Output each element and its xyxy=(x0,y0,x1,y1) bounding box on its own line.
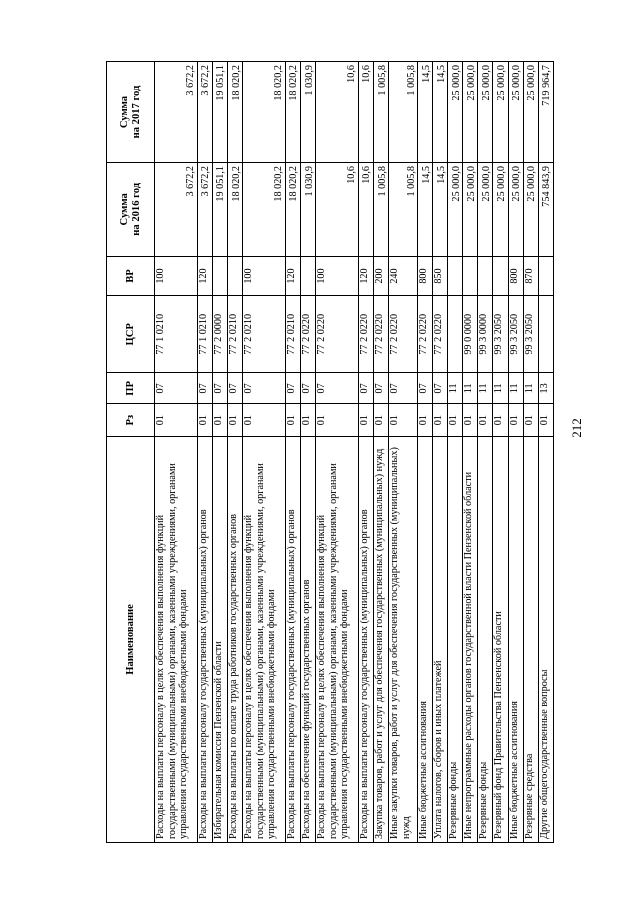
cell-sum2017: 18 020,2 xyxy=(243,62,286,163)
cell-rz: 01 xyxy=(301,404,316,436)
cell-sum2016: 1 005,8 xyxy=(374,162,389,256)
cell-sum2017: 719 964,7 xyxy=(538,62,553,163)
cell-sum2017: 25 000,0 xyxy=(463,62,478,163)
cell-rz: 01 xyxy=(374,404,389,436)
cell-vr xyxy=(493,256,508,296)
cell-sum2017: 14,5 xyxy=(418,62,433,163)
cell-sum2016: 14,5 xyxy=(433,162,448,256)
header-sum-2017-line1: Сумма xyxy=(118,95,130,129)
cell-vr: 100 xyxy=(316,256,359,296)
cell-sum2016: 25 000,0 xyxy=(523,162,538,256)
cell-name: Расходы на выплаты персоналу государственных (муниципальных) органов xyxy=(285,436,300,842)
cell-name: Расходы на выплаты персоналу в целях обеспечения выполнения функций государственными (муниципальными) органами, казенными учреждениями, органами управления государственными внебюджетными фондами xyxy=(316,436,359,842)
table-row xyxy=(523,62,538,843)
rotated-table-container xyxy=(106,61,554,843)
cell-name: Иные бюджетные ассигнования xyxy=(508,436,523,842)
table-row xyxy=(418,62,433,843)
table-row xyxy=(508,62,523,843)
table-row xyxy=(463,62,478,843)
cell-vr: 240 xyxy=(389,256,418,296)
cell-rz: 01 xyxy=(523,404,538,436)
page-number: 212 xyxy=(568,418,584,438)
cell-rz: 01 xyxy=(538,404,553,436)
cell-pr: 07 xyxy=(228,373,243,404)
cell-name: Резервные средства xyxy=(523,436,538,842)
cell-vr: 850 xyxy=(433,256,448,296)
cell-csr: 77 2 0220 xyxy=(418,296,433,373)
cell-sum2017: 18 020,2 xyxy=(285,62,300,163)
cell-sum2017: 3 672,2 xyxy=(155,62,198,163)
table-row xyxy=(448,62,463,843)
cell-vr: 870 xyxy=(523,256,538,296)
cell-csr: 77 2 0210 xyxy=(285,296,300,373)
table-row xyxy=(374,62,389,843)
cell-vr: 800 xyxy=(508,256,523,296)
cell-sum2017: 19 051,1 xyxy=(212,62,227,163)
header-pr: ПР xyxy=(107,373,155,404)
cell-csr: 99 3 0000 xyxy=(478,296,493,373)
header-vr: ВР xyxy=(107,256,155,296)
cell-sum2016: 25 000,0 xyxy=(508,162,523,256)
cell-sum2017: 1 005,8 xyxy=(389,62,418,163)
table-row xyxy=(197,62,212,843)
cell-rz: 01 xyxy=(212,404,227,436)
cell-name: Расходы на выплаты персоналу государственных (муниципальных) органов xyxy=(358,436,373,842)
cell-name: Резервные фонды xyxy=(448,436,463,842)
cell-name: Расходы на выплаты персоналу в целях обеспечения выполнения функций государственными (муниципальными) органами, казенными учреждениями, органами управления государственными внебюджетными фондами xyxy=(243,436,286,842)
cell-vr: 800 xyxy=(418,256,433,296)
cell-sum2016: 1 030,9 xyxy=(301,162,316,256)
cell-csr: 77 2 0220 xyxy=(389,296,418,373)
cell-pr: 11 xyxy=(463,373,478,404)
cell-name: Иные бюджетные ассигнования xyxy=(418,436,433,842)
cell-sum2017: 10,6 xyxy=(358,62,373,163)
cell-sum2016: 1 005,8 xyxy=(389,162,418,256)
cell-csr: 99 3 2050 xyxy=(523,296,538,373)
cell-rz: 01 xyxy=(433,404,448,436)
cell-sum2016: 25 000,0 xyxy=(448,162,463,256)
cell-sum2017: 25 000,0 xyxy=(493,62,508,163)
cell-name: Иные закупки товаров, работ и услуг для обеспечения государственных (муниципальных) нужд xyxy=(389,436,418,842)
cell-vr xyxy=(301,256,316,296)
cell-vr: 120 xyxy=(197,256,212,296)
cell-csr: 77 2 0210 xyxy=(243,296,286,373)
table-row xyxy=(301,62,316,843)
cell-csr: 77 2 0220 xyxy=(358,296,373,373)
cell-sum2016: 754 843,9 xyxy=(538,162,553,256)
header-sum-2016-line2: на 2016 год xyxy=(130,182,142,236)
cell-pr: 11 xyxy=(478,373,493,404)
cell-vr xyxy=(478,256,493,296)
cell-sum2016: 18 020,2 xyxy=(285,162,300,256)
cell-sum2016: 3 672,2 xyxy=(197,162,212,256)
header-sum-2016-line1: Сумма xyxy=(118,193,130,226)
cell-pr: 07 xyxy=(374,373,389,404)
cell-sum2016: 3 672,2 xyxy=(155,162,198,256)
cell-sum2017: 25 000,0 xyxy=(448,62,463,163)
cell-csr: 99 0 0000 xyxy=(463,296,478,373)
cell-csr: 77 2 0220 xyxy=(433,296,448,373)
budget-table xyxy=(106,61,554,843)
cell-rz: 01 xyxy=(155,404,198,436)
cell-pr: 07 xyxy=(155,373,198,404)
cell-pr: 07 xyxy=(197,373,212,404)
table-row xyxy=(212,62,227,843)
cell-pr: 07 xyxy=(285,373,300,404)
header-name: Наименование xyxy=(107,436,155,842)
cell-csr: 77 2 0000 xyxy=(212,296,227,373)
cell-pr: 07 xyxy=(212,373,227,404)
cell-sum2016: 25 000,0 xyxy=(478,162,493,256)
cell-csr: 77 2 0220 xyxy=(374,296,389,373)
cell-pr: 07 xyxy=(301,373,316,404)
cell-pr: 11 xyxy=(523,373,538,404)
header-sum-2016 xyxy=(107,162,155,256)
table-body xyxy=(155,62,554,843)
table-row xyxy=(228,62,243,843)
cell-sum2016: 10,6 xyxy=(358,162,373,256)
cell-pr: 07 xyxy=(433,373,448,404)
cell-rz: 01 xyxy=(493,404,508,436)
cell-rz: 01 xyxy=(243,404,286,436)
cell-vr xyxy=(463,256,478,296)
cell-vr: 200 xyxy=(374,256,389,296)
cell-vr xyxy=(212,256,227,296)
cell-vr xyxy=(538,256,553,296)
cell-sum2017: 3 672,2 xyxy=(197,62,212,163)
cell-vr: 100 xyxy=(155,256,198,296)
cell-csr: 77 2 0220 xyxy=(301,296,316,373)
cell-sum2017: 25 000,0 xyxy=(478,62,493,163)
cell-name: Избирательная комиссия Пензенской области xyxy=(212,436,227,842)
cell-rz: 01 xyxy=(316,404,359,436)
cell-rz: 01 xyxy=(478,404,493,436)
cell-csr: 99 3 2050 xyxy=(493,296,508,373)
cell-vr xyxy=(228,256,243,296)
cell-name: Резервные фонды xyxy=(478,436,493,842)
cell-sum2016: 18 020,2 xyxy=(243,162,286,256)
cell-vr: 100 xyxy=(243,256,286,296)
cell-pr: 07 xyxy=(418,373,433,404)
cell-name: Уплата налогов, сборов и иных платежей xyxy=(433,436,448,842)
table-row xyxy=(478,62,493,843)
cell-name: Другие общегосударственные вопросы xyxy=(538,436,553,842)
cell-rz: 01 xyxy=(389,404,418,436)
cell-name: Закупка товаров, работ и услуг для обеспечения государственных (муниципальных) нужд xyxy=(374,436,389,842)
cell-csr: 77 2 0210 xyxy=(228,296,243,373)
cell-sum2016: 10,6 xyxy=(316,162,359,256)
cell-pr: 07 xyxy=(243,373,286,404)
table-row xyxy=(243,62,286,843)
cell-rz: 01 xyxy=(448,404,463,436)
cell-sum2017: 10,6 xyxy=(316,62,359,163)
cell-sum2017: 1 005,8 xyxy=(374,62,389,163)
header-csr: ЦСР xyxy=(107,296,155,373)
header-sum-2017-line2: на 2017 год xyxy=(130,85,142,139)
cell-pr: 11 xyxy=(508,373,523,404)
cell-name: Расходы на выплаты персоналу в целях обеспечения выполнения функций государственными (муниципальными) органами, казенными учреждениями, органами управления государственными внебюджетными фондами xyxy=(155,436,198,842)
cell-csr: 77 1 0210 xyxy=(155,296,198,373)
header-rz: Рз xyxy=(107,404,155,436)
cell-rz: 01 xyxy=(358,404,373,436)
table-row xyxy=(155,62,198,843)
cell-sum2017: 18 020,2 xyxy=(228,62,243,163)
cell-sum2017: 14,5 xyxy=(433,62,448,163)
table-row xyxy=(538,62,553,843)
cell-rz: 01 xyxy=(285,404,300,436)
cell-name: Расходы на выплаты персоналу государственных (муниципальных) органов xyxy=(197,436,212,842)
cell-sum2016: 25 000,0 xyxy=(493,162,508,256)
cell-pr: 11 xyxy=(493,373,508,404)
cell-name: Расходы на обеспечение функций государственных органов xyxy=(301,436,316,842)
cell-sum2016: 18 020,2 xyxy=(228,162,243,256)
table-row xyxy=(389,62,418,843)
cell-name: Резервный фонд Правительства Пензенской области xyxy=(493,436,508,842)
cell-sum2016: 19 051,1 xyxy=(212,162,227,256)
cell-rz: 01 xyxy=(197,404,212,436)
table-row xyxy=(358,62,373,843)
cell-sum2017: 25 000,0 xyxy=(508,62,523,163)
cell-name: Иные непрограммные расходы органов государственной власти Пензенской области xyxy=(463,436,478,842)
cell-pr: 07 xyxy=(316,373,359,404)
cell-sum2016: 25 000,0 xyxy=(463,162,478,256)
cell-csr: 77 1 0210 xyxy=(197,296,212,373)
table-row xyxy=(493,62,508,843)
cell-csr xyxy=(538,296,553,373)
cell-sum2016: 14,5 xyxy=(418,162,433,256)
table-header-row xyxy=(107,62,155,843)
header-sum-2017 xyxy=(107,62,155,163)
cell-pr: 07 xyxy=(358,373,373,404)
cell-name: Расходы на выплаты по оплате труда работников государственных органов xyxy=(228,436,243,842)
cell-sum2017: 25 000,0 xyxy=(523,62,538,163)
cell-pr: 11 xyxy=(448,373,463,404)
cell-csr xyxy=(448,296,463,373)
cell-rz: 01 xyxy=(463,404,478,436)
cell-pr: 13 xyxy=(538,373,553,404)
cell-vr xyxy=(448,256,463,296)
cell-rz: 01 xyxy=(508,404,523,436)
cell-pr: 07 xyxy=(389,373,418,404)
cell-vr: 120 xyxy=(358,256,373,296)
cell-csr: 77 2 0220 xyxy=(316,296,359,373)
table-row xyxy=(285,62,300,843)
table-row xyxy=(316,62,359,843)
cell-rz: 01 xyxy=(228,404,243,436)
cell-rz: 01 xyxy=(418,404,433,436)
table-row xyxy=(433,62,448,843)
cell-vr: 120 xyxy=(285,256,300,296)
cell-csr: 99 3 2050 xyxy=(508,296,523,373)
cell-sum2017: 1 030,9 xyxy=(301,62,316,163)
